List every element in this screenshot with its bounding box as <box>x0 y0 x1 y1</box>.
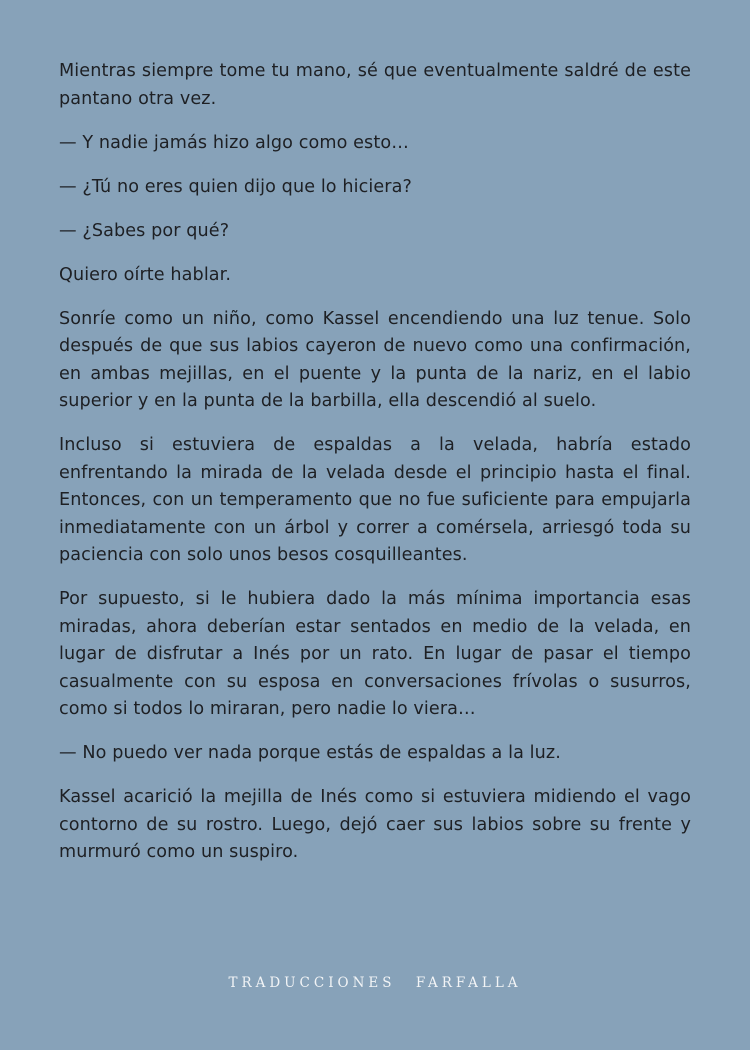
paragraph-4: Incluso si estuviera de espaldas a la velada, habría estado enfrentando la mirada de la velada desde el principio hasta el final. Entonces, con un temperamento que no fue suficiente para empujarla inmediatamente con un árbol y correr a comérsela, arriesgó toda su paciencia con solo unos besos cosquilleantes. <box>59 435 691 565</box>
paragraph-3: Sonríe como un niño, como Kassel encendiendo una luz tenue. Solo después de que sus labios cayeron de nuevo como una confirmación, en ambas mejillas, en el puente y la punta de la nariz, en el labio superior y en la punta de la barbilla, ella descendió al suelo. <box>59 308 691 411</box>
dialogue-line-2: — ¿Tú no eres quien dijo que lo hiciera? <box>59 176 412 197</box>
footer-credit: TRADUCCIONES FARFALLA <box>228 975 522 991</box>
paragraph-5: Por supuesto, si le hubiera dado la más mínima importancia esas miradas, ahora deberían estar sentados en medio de la velada, en lugar de disfrutar a Inés por un rato. En lugar de pasar el tiempo casualmente con su esposa en conversaciones frívolas o susurros, como si todos lo miraran, pero nadie lo viera… <box>59 589 691 719</box>
paragraph-6: Kassel acarició la mejilla de Inés como si estuviera midiendo el vago contorno de su rostro. Luego, dejó caer sus labios sobre su frente y murmuró como un suspiro. <box>59 787 691 862</box>
paragraph-2: Quiero oírte hablar. <box>59 264 232 285</box>
dialogue-line-3: — ¿Sabes por qué? <box>59 220 230 241</box>
document-body <box>59 58 691 883</box>
paragraph-1: Mientras siempre tome tu mano, sé que eventualmente saldré de este pantano otra vez. <box>59 61 691 109</box>
dialogue-line-4: — No puedo ver nada porque estás de espaldas a la luz. <box>59 743 561 763</box>
dialogue-line-1: — Y nadie jamás hizo algo como esto… <box>59 132 409 153</box>
